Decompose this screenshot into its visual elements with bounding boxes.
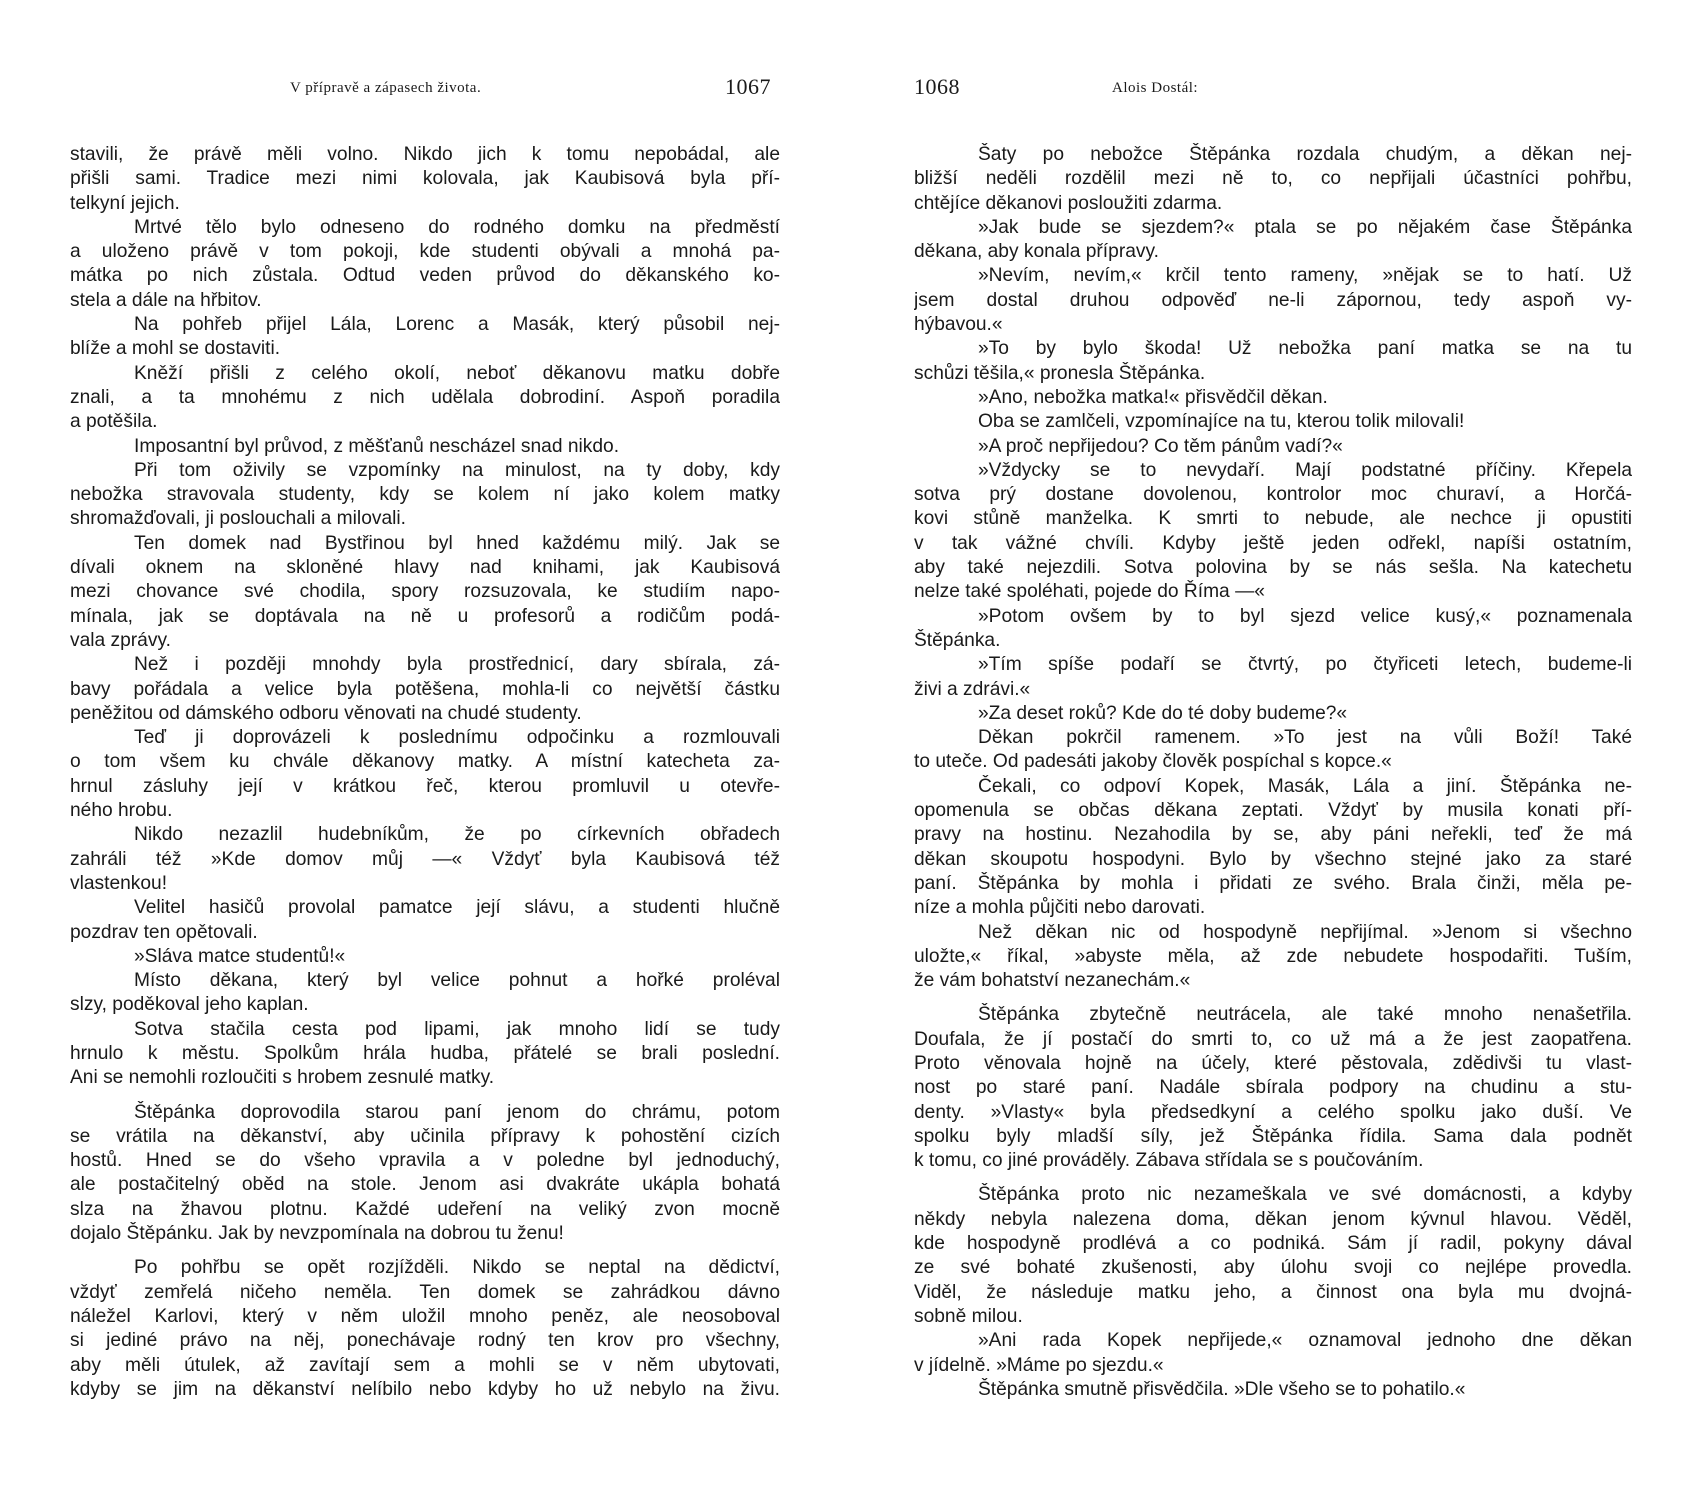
- text-line: níze a mohla půjčiti nebo darovati.: [914, 897, 1206, 919]
- text-line: hrnulo k městu. Spolkům hrála hudba, přátelé se brali poslední.: [70, 1042, 780, 1064]
- text-line: živi a zdrávi.«: [914, 678, 1031, 700]
- running-head: Alois Dostál:: [1112, 80, 1199, 96]
- text-line: si jediné právo na něj, ponechávaje rodný ten krov pro všechny,: [70, 1330, 780, 1352]
- text-line: denty. »Vlasty« byla předsedkyní a celého spolku jako duší. Ve: [914, 1101, 1632, 1123]
- text-line: Ani se nemohli rozloučiti s hrobem zesnulé matky.: [70, 1067, 495, 1089]
- text-line: to uteče. Od padesáti jakoby člověk pospíchal s kopce.«: [914, 751, 1392, 773]
- text-line: Místo děkana, který byl velice pohnut a hořké proléval: [134, 970, 780, 992]
- text-line: k tomu, co jiné prováděly. Zábava střídala se s poučováním.: [914, 1150, 1424, 1172]
- text-line: Imposantní byl průvod, z měšťanů nescházel snad nikdo.: [134, 435, 620, 457]
- page-number: 1068: [914, 74, 960, 99]
- running-head: V přípravě a zápasech života.: [290, 80, 482, 96]
- text-line: uložte,« říkal, »abyste měla, až zde nebudete hospodařiti. Tuším,: [914, 945, 1632, 967]
- text-line: mátka po nich zůstala. Odtud veden průvod do děkanského ko-: [70, 265, 780, 287]
- text-line: »Sláva matce studentů!«: [134, 945, 346, 967]
- text-line: aby také nejezdili. Sotva polovina by se nás sešla. Na katechetu: [914, 557, 1632, 579]
- text-line: pozdrav ten opětovali.: [70, 921, 258, 943]
- text-line: schůzi těšila,« pronesla Štěpánka.: [914, 362, 1206, 384]
- text-line: Po pohřbu se opět rozjížděli. Nikdo se neptal na dědictví,: [134, 1257, 780, 1279]
- text-line: »Ani rada Kopek nepřijede,« oznamoval jednoho dne děkan: [978, 1330, 1632, 1352]
- text-line: jsem dostal druhou odpověď ne-li zápornou, tedy aspoň vy-: [914, 289, 1632, 311]
- text-line: náležel Karlovi, který v něm uložil mnoho peněz, ale neosoboval: [70, 1305, 780, 1327]
- text-line: »Vždycky se to nevydaří. Mají podstatné příčiny. Křepela: [978, 459, 1632, 481]
- text-line: »Tím spíše podaří se čtvrtý, po čtyřiceti letech, budeme-li: [978, 654, 1632, 676]
- text-line: mezi chovance své chodila, spory rozsuzovala, ke studiím napo-: [70, 581, 780, 603]
- text-line: Mrtvé tělo bylo odneseno do rodného domku na předměstí: [134, 216, 780, 238]
- text-line: Štěpánka.: [914, 629, 1001, 651]
- text-line: Proto věnovala hojně na účely, které pěstovala, zdědivši tu vlast-: [914, 1052, 1632, 1074]
- text-line: »To by bylo škoda! Už nebožka paní matka se na tu: [978, 338, 1632, 360]
- text-line: paní. Štěpánka by mohla i přidati ze svého. Brala činži, měla pe-: [914, 872, 1632, 894]
- text-line: »A proč nepřijedou? Co těm pánům vadí?«: [978, 435, 1343, 457]
- text-line: vlastenkou!: [70, 872, 168, 894]
- text-line: nebožka stravovala studenty, kdy se kolem ní jako kolem matky: [70, 484, 780, 506]
- text-line: přišli sami. Tradice mezi nimi kolovala, jak Kaubisová byla pří-: [70, 168, 780, 190]
- text-line: vždyť zemřelá ničeho neměla. Ten domek se zahrádkou dávno: [70, 1281, 780, 1303]
- text-line: se vrátila na děkanství, aby učinila přípravy k pohostění cizích: [70, 1125, 780, 1147]
- text-line: stavili, že právě měli volno. Nikdo jich k tomu nepobádal, ale: [70, 144, 780, 165]
- text-line: Šaty po nebožce Štěpánka rozdala chudým, a děkan nej-: [978, 144, 1632, 165]
- text-line: chtějíce děkanovi posloužiti zdarma.: [914, 192, 1223, 214]
- text-line: slzy, poděkoval jeho kaplan.: [70, 994, 309, 1016]
- text-line: Doufala, že jí postačí do smrti to, co už má a že jest zaopatřena.: [914, 1028, 1632, 1050]
- text-line: »Jak bude se sjezdem?« ptala se po nějakém čase Štěpánka: [978, 216, 1632, 238]
- text-line: hrnul zásluhy její v krátkou řeč, kterou promluvil u otevře-: [70, 775, 780, 797]
- text-line: a potěšila.: [70, 411, 158, 433]
- text-line: »Ano, nebožka matka!« přisvědčil děkan.: [978, 386, 1328, 408]
- text-line: peněžitou od dámského odboru věnovati na chudé studenty.: [70, 702, 582, 724]
- text-line: Na pohřeb přijel Lála, Lorenc a Masák, který působil nej-: [134, 314, 780, 336]
- text-line: Štěpánka doprovodila starou paní jenom do chrámu, potom: [134, 1101, 780, 1123]
- text-line: »Za deset roků? Kde do té doby budeme?«: [978, 702, 1348, 724]
- text-line: Než i později mnohdy byla prostřednicí, dary sbírala, zá-: [134, 654, 780, 676]
- text-line: nost po staré paní. Nadále sbírala podpory na chudinu a stu-: [914, 1077, 1632, 1099]
- text-line: Sotva stačila cesta pod lipami, jak mnoho lidí se tudy: [134, 1018, 780, 1040]
- text-line: Oba se zamlčeli, vzpomínajíce na tu, kterou tolik milovali!: [978, 411, 1465, 433]
- text-line: že vám bohatství nezanechám.«: [914, 970, 1191, 992]
- text-line: sobně milou.: [914, 1305, 1023, 1327]
- text-line: v tak vážné chvíli. Kdyby ještě jeden odřekl, napíši ostatním,: [914, 532, 1632, 554]
- text-line: sotva prý dostane dovolenou, kontrolor moc churaví, a Horčá-: [914, 484, 1632, 506]
- text-line: Nikdo nezazlil hudebníkům, že po církevních obřadech: [134, 824, 780, 846]
- text-line: kovi stůně manželka. K smrti to nebude, ale nechce ji opustiti: [914, 508, 1632, 530]
- text-line: spolku byly mladší síly, jež Štěpánka řídila. Sama dala podnět: [914, 1125, 1632, 1147]
- text-line: stela a dále na hřbitov.: [70, 289, 262, 311]
- text-line: bližší neděli rozdělil mezi ně to, co nepřijali účastníci pohřbu,: [914, 168, 1632, 190]
- text-line: dojalo Štěpánku. Jak by nevzpomínala na dobrou tu ženu!: [70, 1223, 564, 1245]
- text-line: hostů. Hned se do všeho vpravila a v poledne byl jednoduchý,: [70, 1150, 780, 1172]
- text-line: ze své bohaté zkušenosti, aby úlohu svoji co nejlépe provedla.: [914, 1257, 1632, 1279]
- right-page: [842, 0, 1684, 1500]
- text-line: Viděl, že následuje matku jeho, a činnost ona byla mu dvojná-: [914, 1281, 1632, 1303]
- text-line: aby měli útulek, až zavítají sem a mohli se v něm ubytovati,: [70, 1354, 780, 1376]
- paragraph-gap: [914, 993, 1632, 1003]
- text-line: »Nevím, nevím,« krčil tento rameny, »nějak se to hatí. Už: [978, 265, 1632, 287]
- text-line: »Potom ovšem by to byl sjezd velice kusý,« poznamenala: [978, 605, 1632, 627]
- text-line: Při tom oživily se vzpomínky na minulost, na ty doby, kdy: [134, 459, 780, 481]
- text-line: Čekali, co odpoví Kopek, Masák, Lála a jiní. Štěpánka ne-: [978, 775, 1632, 797]
- text-line: bavy pořádala a velice byla potěšena, mohla-li co největší částku: [70, 678, 780, 700]
- text-line: Štěpánka proto nic nezameškala ve své domácnosti, a kdyby: [978, 1184, 1632, 1206]
- text-line: Štěpánka zbytečně neutrácela, ale také mnoho nenašetřila.: [978, 1004, 1632, 1026]
- text-line: shromažďovali, ji poslouchali a milovali.: [70, 508, 406, 530]
- text-line: Teď ji doprovázeli k poslednímu odpočinku a rozmlouvali: [134, 727, 780, 749]
- text-line: děkana, aby konala přípravy.: [914, 241, 1159, 263]
- paragraph-gap: [914, 1173, 1632, 1183]
- text-line: ného hrobu.: [70, 800, 173, 822]
- text-line: Štěpánka smutně přisvědčila. »Dle všeho se to pohatilo.«: [978, 1378, 1466, 1400]
- text-line: nelze také spoléhati, pojede do Říma —«: [914, 581, 1265, 603]
- text-line: Děkan pokrčil ramenem. »To jest na vůli Boží! Také: [978, 727, 1632, 749]
- paragraph-gap: [70, 1091, 780, 1101]
- text-line: kdyby se jim na děkanství nelíbilo nebo kdyby ho už nebylo na živu.: [70, 1378, 780, 1400]
- text-line: hýbavou.«: [914, 314, 1003, 336]
- text-line: vala zprávy.: [70, 629, 171, 651]
- text-line: ale postačitelný oběd na stole. Jenom asi dvakráte ukápla bohatá: [70, 1174, 780, 1196]
- right-page-text: [914, 143, 1632, 1402]
- text-line: dívali oknem na skloněné hlavy nad knihami, jak Kaubisová: [70, 557, 780, 579]
- text-line: a uloženo právě v tom pokoji, kde studenti obývali a mnohá pa-: [70, 241, 780, 263]
- text-line: Velitel hasičů provolal pamatce její slávu, a studenti hlučně: [134, 897, 780, 919]
- text-line: někdy nebyla nalezena doma, děkan jenom kývnul hlavou. Věděl,: [914, 1208, 1632, 1230]
- text-line: blíže a mohl se dostaviti.: [70, 338, 281, 360]
- text-line: mínala, jak se doptávala na ně u profesorů a rodičům podá-: [70, 605, 780, 627]
- text-line: děkan skoupotu hospodyni. Bylo by všechno stejné jako za staré: [914, 848, 1632, 870]
- text-line: v jídelně. »Máme po sjezdu.«: [914, 1354, 1164, 1376]
- text-line: kde hospodyně prodlévá a co podniká. Sám jí radil, pokyny dával: [914, 1233, 1632, 1255]
- text-line: znali, a ta mnohému z nich udělala dobrodiní. Aspoň poradila: [70, 386, 780, 408]
- page-number: 1067: [725, 74, 771, 99]
- paragraph-gap: [70, 1246, 780, 1256]
- left-page-text: [70, 143, 780, 1402]
- text-line: Kněží přišli z celého okolí, neboť děkanovu matku dobře: [134, 362, 780, 384]
- text-line: Ten domek nad Bystřinou byl hned každému milý. Jak se: [134, 532, 780, 554]
- text-line: pravy na hostinu. Nezahodila by se, aby páni neřekli, teď že má: [914, 824, 1632, 846]
- text-line: zahráli též »Kde domov můj —« Vždyť byla Kaubisová též: [70, 848, 780, 870]
- text-line: opomenula se občas děkana zeptati. Vždyť by musila konati pří-: [914, 800, 1632, 822]
- text-line: telkyní jejich.: [70, 192, 180, 214]
- text-line: o tom všem ku chvále děkanovy matky. A místní katecheta za-: [70, 751, 780, 773]
- text-line: Než děkan nic od hospodyně nepřijímal. »Jenom si všechno: [978, 921, 1632, 943]
- text-line: slza na žhavou plotnu. Každé udeření na veliký zvon mocně: [70, 1198, 780, 1220]
